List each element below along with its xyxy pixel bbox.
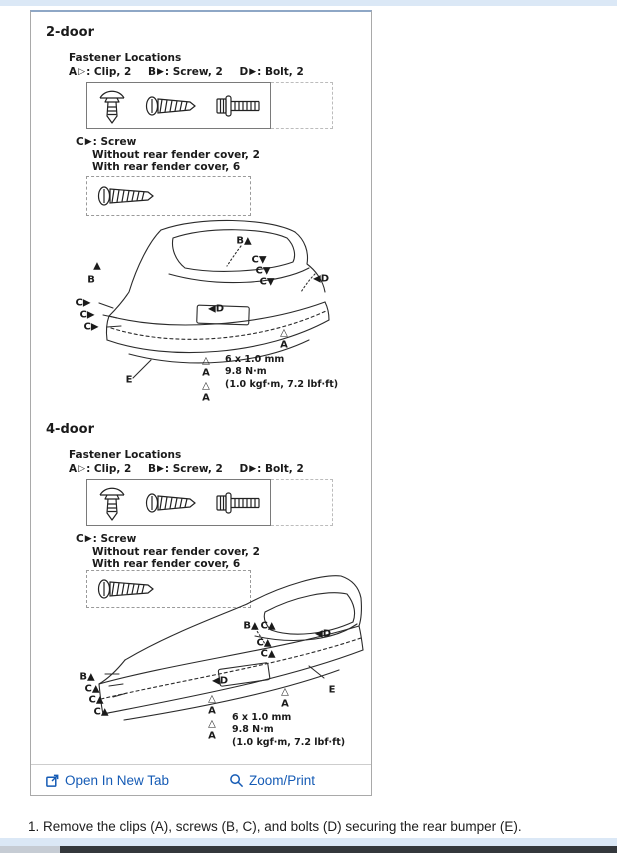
diagram-callout: ◀D <box>208 303 224 315</box>
magnifier-icon <box>229 773 244 788</box>
fastener-locations-title: Fastener Locations <box>69 449 182 461</box>
diagram-callout: A <box>202 367 210 379</box>
diagram-callout: C▲ <box>93 706 109 718</box>
c-without-cover: Without rear fender cover, 2 <box>92 545 260 558</box>
diagram-callout: C▲ <box>88 694 104 706</box>
diagram-callout: △ <box>208 693 216 705</box>
fastener-box-extension <box>271 82 333 129</box>
c-with-cover: With rear fender cover, 6 <box>92 557 241 570</box>
footer-bar-left <box>0 846 60 853</box>
fastener-icons-box <box>86 479 271 526</box>
legend-item-screw: B▶: Screw, 2 <box>147 463 223 475</box>
diagram-callout: C▼ <box>259 276 275 288</box>
diagram-callout: C▶ <box>79 309 95 321</box>
c-screw-legend: C▶: Screw Without rear fender cover, 2 With rear fender cover, 6 <box>76 533 260 570</box>
screw-icon <box>145 491 197 515</box>
legend-item-bolt: D▶: Bolt, 2 <box>239 463 304 475</box>
diagram-4door <box>69 562 369 767</box>
torque-spec: 6 x 1.0 mm 9.8 N·m (1.0 kgf·m, 7.2 lbf·ft) <box>225 354 339 390</box>
diagram-callout: B▲ <box>79 671 95 683</box>
bolt-icon <box>215 491 265 515</box>
diagram-callout: A <box>208 730 216 742</box>
filled-triangle-icon: ▶ <box>156 67 164 77</box>
open-in-new-tab-label: Open In New Tab <box>65 772 170 788</box>
diagram-callout: E <box>328 684 336 696</box>
filled-triangle-icon: ▶ <box>249 464 257 474</box>
bolt-icon <box>215 94 265 118</box>
clip-icon <box>97 86 127 126</box>
diagram-callout: A <box>281 698 289 710</box>
diagram-callout: C▲ <box>260 620 276 632</box>
figure-panel <box>30 10 372 796</box>
diagram-callout: ◀D <box>212 675 228 687</box>
diagram-callout: C▶ <box>75 297 91 309</box>
c-with-cover: With rear fender cover, 6 <box>92 160 241 173</box>
fastener-box-extension <box>271 479 333 526</box>
diagram-callout: A <box>208 705 216 717</box>
legend-item-clip: A▷: Clip, 2 <box>69 463 132 475</box>
fastener-legend <box>69 463 317 475</box>
fastener-icons-box <box>86 82 271 129</box>
diagram-callout: B▲ <box>236 235 252 247</box>
legend-item-clip: A▷: Clip, 2 <box>69 66 132 78</box>
zoom-print-link[interactable] <box>229 773 315 788</box>
top-accent-strip <box>0 0 617 6</box>
diagram-callout: A <box>202 392 210 404</box>
filled-triangle-icon: ▶ <box>84 137 92 147</box>
footer-bar <box>0 846 617 853</box>
diagram-callout: C▲ <box>84 683 100 695</box>
step-instruction: 1. Remove the clips (A), screws (B, C), and bolts (D) securing the rear bumper (E). <box>28 819 522 834</box>
diagram-callout: C▼ <box>251 254 267 266</box>
footer-bar-dark <box>60 846 617 853</box>
diagram-callout: △ <box>202 355 210 367</box>
screw-icon <box>97 184 155 208</box>
diagram-callout: ◀D <box>313 273 329 285</box>
open-triangle-icon: ▷ <box>78 464 86 474</box>
fastener-locations-title: Fastener Locations <box>69 52 182 64</box>
zoom-print-label: Zoom/Print <box>248 772 315 788</box>
screw-icon <box>145 94 197 118</box>
diagram-2door <box>69 208 364 418</box>
section-heading-4door: 4-door <box>46 422 95 437</box>
c-screw-legend: C▶: Screw Without rear fender cover, 2 With rear fender cover, 6 <box>76 136 260 173</box>
open-triangle-icon: ▷ <box>78 67 86 77</box>
bottom-accent-strip <box>0 838 617 846</box>
diagram-callout: A <box>280 339 288 351</box>
diagram-callout: C▲ <box>256 637 272 649</box>
diagram-callout: B <box>87 274 95 286</box>
fastener-legend <box>69 66 317 78</box>
diagram-callout: C▼ <box>255 265 271 277</box>
c-without-cover: Without rear fender cover, 2 <box>92 148 260 161</box>
open-in-new-tab-link[interactable] <box>45 773 169 788</box>
diagram-callout: ◀D <box>315 628 331 640</box>
filled-triangle-icon: ▶ <box>156 464 164 474</box>
diagram-callout: △ <box>281 686 289 698</box>
diagram-callout: C▲ <box>260 648 276 660</box>
filled-triangle-icon: ▶ <box>84 534 92 544</box>
clip-icon <box>97 483 127 523</box>
figure-toolbar <box>31 764 371 795</box>
filled-triangle-icon: ▶ <box>249 67 257 77</box>
diagram-callout: B▲ <box>243 620 259 632</box>
diagram-callout: △ <box>280 327 288 339</box>
legend-item-screw: B▶: Screw, 2 <box>147 66 223 78</box>
open-in-new-tab-icon <box>45 773 60 788</box>
diagram-callout: C▶ <box>83 321 99 333</box>
diagram-callout: △ <box>208 718 216 730</box>
diagram-callout: ▲ <box>93 260 101 272</box>
diagram-callout: E <box>125 374 133 386</box>
torque-spec: 6 x 1.0 mm 9.8 N·m (1.0 kgf·m, 7.2 lbf·ft) <box>232 712 346 748</box>
legend-item-bolt: D▶: Bolt, 2 <box>239 66 304 78</box>
section-heading-2door: 2-door <box>46 25 95 40</box>
diagram-callout: △ <box>202 380 210 392</box>
